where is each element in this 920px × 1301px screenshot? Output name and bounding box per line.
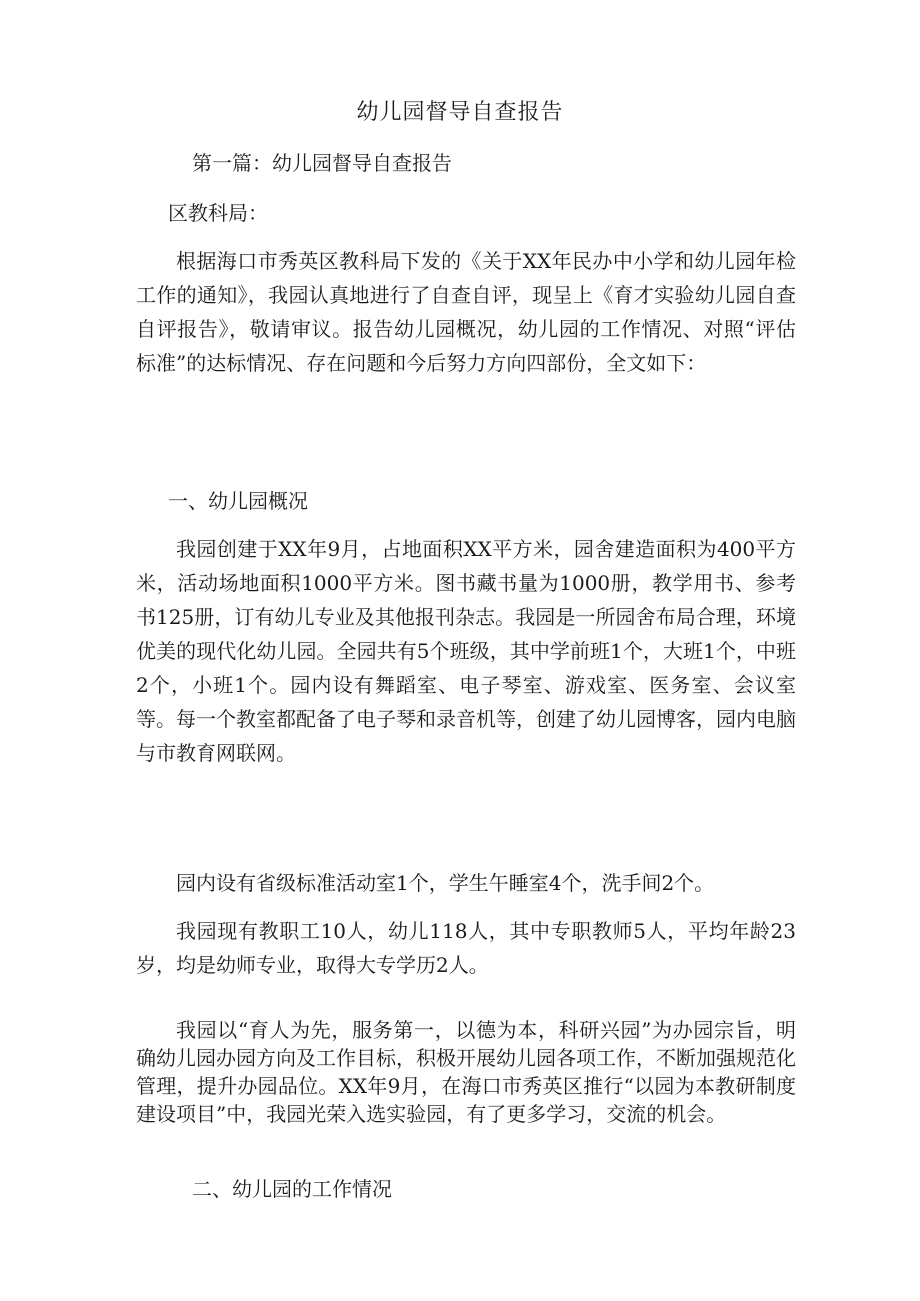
paragraph-facilities: 园内设有省级标准活动室1个，学生午睡室4个，洗手间2个。 [176,871,715,895]
section-heading-overview: 一、幼儿园概况 [168,489,308,513]
paragraph-overview: 我园创建于XX年9月，占地面积XX平方米，园舍建造面积为400平方米，活动场地面积1000平方米。图书藏书量为1000册，教学用书、参考书125册，订有幼儿专业及其他报刊杂志。我园是一所园舍布局合理，环境优美的现代化幼儿园。全园共有5个班级，其中学前班1个，大班1个，中班2个，小班1个。园内设有舞蹈室、电子琴室、游戏室、医务室、会议室等。每一个教室都配备了电子琴和录音机等，创建了幼儿园博客，园内电脑与市教育网联网。 [136,537,796,765]
paragraph-staff: 我园现有教职工10人，幼儿118人，其中专职教师5人，平均年龄23岁，均是幼师专业，取得大专学历2人。 [136,919,796,977]
document-title: 幼儿园督导自查报告 [356,100,564,125]
paragraph-mission: 我园以“育人为先，服务第一，以德为本，科研兴园”为办园宗旨，明确幼儿园办园方向及工作目标，积极开展幼儿园各项工作，不断加强规范化管理，提升办园品位。XX年9月，在海口市秀英区推行“以园为本教研制度建设项目”中，我园光荣入选实验园，有了更多学习，交流的机会。 [136,1018,796,1126]
paragraph-intro: 根据海口市秀英区教科局下发的《关于XX年民办中小学和幼儿园年检工作的通知》，我园认真地进行了自查自评，现呈上《育才实验幼儿园自查自评报告》，敬请审议。报告幼儿园概况，幼儿园的工作情况、对照“评估标准”的达标情况、存在问题和今后努力方向四部份，全文如下： [136,249,796,375]
section-heading-work: 二、幼儿园的工作情况 [192,1177,392,1201]
salutation: 区教科局： [168,201,268,225]
subtitle: 第一篇：幼儿园督导自查报告 [192,151,452,175]
